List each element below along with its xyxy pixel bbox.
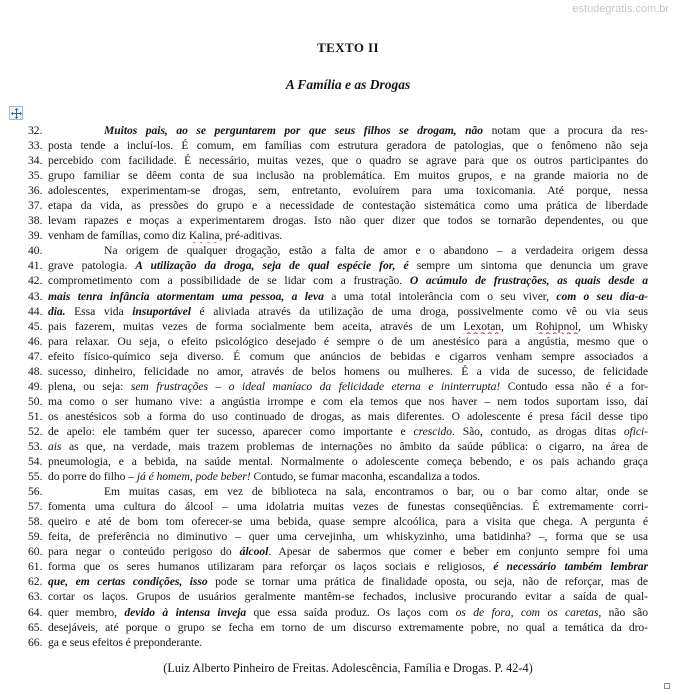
text-segment: adolescentes, experimentam-se drogas, sem, entretanto, evoluírem para uma toxicomania. Até porque, nessa <box>48 184 648 198</box>
text-segment: que essa saída produz. Os laços com <box>246 605 456 619</box>
text-line <box>0 379 673 394</box>
text-segment: feita, de preferência no diminutivo – quer uma cervejinha, um whiskyzinho, uma batidinha? –, forma que se usa <box>48 530 648 544</box>
misspelled-word: Lexotan <box>463 319 502 333</box>
misspelled-word: Kalina <box>188 229 220 243</box>
line-text <box>48 635 648 650</box>
line-number: 57. <box>28 500 43 514</box>
line-text <box>48 514 648 529</box>
text-line <box>0 273 673 288</box>
misspelled-word: drogação <box>235 244 278 258</box>
line-number: 55. <box>28 470 43 484</box>
text-segment: , não são <box>598 605 648 619</box>
line-text <box>48 605 648 620</box>
text-block <box>0 123 673 650</box>
line-number: 43. <box>28 289 43 303</box>
line-text <box>48 499 648 514</box>
text-segment: queiro e até de bom tom oferecer-se uma bebida, quase sempre alcoólica, para a visita que chega. A pergunta é <box>48 515 648 529</box>
line-text <box>48 334 648 349</box>
line-number: 35. <box>28 169 43 183</box>
text-line <box>0 334 673 349</box>
line-text <box>48 484 648 499</box>
move-anchor-icon[interactable] <box>9 106 23 120</box>
line-text <box>48 138 648 153</box>
text-segment: sempre um sintoma que denuncia um grave <box>408 259 648 273</box>
line-text <box>48 304 648 319</box>
line-number: 37. <box>28 199 43 213</box>
line-text <box>48 529 648 544</box>
text-segment: os anestésicos sob a forma do uso continuado de drogas, as mais diferentes. O adolescente é presa fácil desse tipo <box>48 409 648 423</box>
line-number: 38. <box>28 214 43 228</box>
text-line <box>0 168 673 183</box>
text-line <box>0 605 673 620</box>
line-text <box>48 258 648 273</box>
text-segment: pneumologia, e a bebida, na saúde mental. Normalmente o adolescente começa bebendo, e os pais achando graça <box>48 455 648 469</box>
text-segment: Essa vida <box>65 304 133 318</box>
text-line <box>0 123 673 138</box>
line-text <box>48 394 648 409</box>
text-segment: para relaxar. Ou seja, o efeito psicológico desejado é sempre o de um anestésico para a angústia, mesmo que o <box>48 334 648 348</box>
line-number: 61. <box>28 560 43 574</box>
text-segment: as que, na verdade, mais trazem problemas de internações no âmbito da saúde pública: o cigarro, na área de <box>61 439 648 453</box>
text-segment: desejáveis, até porque o grupo se fecha em torno de um discurso extremamente pobre, no qual a temática da dro- <box>48 620 648 634</box>
line-number: 39. <box>28 229 43 243</box>
text-line <box>0 349 673 364</box>
text-segment: que, em certas condições, isso <box>48 575 208 589</box>
four-way-arrow-icon <box>11 108 22 119</box>
line-number: 50. <box>28 394 43 408</box>
text-segment: dia. <box>48 304 66 318</box>
line-number: 48. <box>28 364 43 378</box>
line-text <box>48 454 648 469</box>
text-segment: sem frustrações – o ideal maníaco da felicidade eterna e ininterrupta! <box>130 379 501 393</box>
text-segment: é necessário também lembrar <box>493 560 648 574</box>
line-number: 41. <box>28 259 43 273</box>
text-segment: O acúmulo de frustrações, as quais desde a <box>409 274 648 288</box>
text-segment: Na origem de qualquer <box>104 244 236 258</box>
text-line <box>0 635 673 650</box>
line-number: 58. <box>28 515 43 529</box>
text-line <box>0 258 673 273</box>
text-segment: devido à intensa inveja <box>124 605 247 619</box>
line-text <box>48 123 648 138</box>
text-line <box>0 469 673 484</box>
text-line <box>0 138 673 153</box>
text-segment: pais fazerem, muitas vezes de forma socialmente bem aceita, através de um <box>48 319 464 333</box>
text-segment: , um <box>501 319 536 333</box>
watermark: estudegratis.com.br <box>572 3 669 15</box>
text-segment: grupo familiar se dêem conta de sua inclusão na problemática. Em muitos grupos, e na grande maioria no de <box>48 169 648 183</box>
line-text <box>48 544 648 559</box>
text-line <box>0 454 673 469</box>
text-line <box>0 198 673 213</box>
text-segment: Muitos pais, ao se perguntarem por que seus filhos se drogam, não <box>104 124 484 137</box>
text-segment: crescido <box>413 424 452 438</box>
text-segment: os de fora, com os caretas <box>455 605 599 619</box>
text-segment: cortar os laços. Grupos de usuários geralmente mantêm-se fechados, inclusive procurando evitar a saída de qual- <box>48 590 648 604</box>
line-text <box>48 574 648 589</box>
text-segment: sucesso, dinheiro, felicidade no amor, através de belos homens ou mulheres. É a vida de sucesso, de felicidade <box>48 364 648 378</box>
text-segment: álcool <box>239 545 269 559</box>
text-segment: ais <box>48 439 62 453</box>
text-segment: , pré-aditivas. <box>219 229 283 243</box>
text-segment: levam rapazes e moças a experimentarem drogas. Isto não quer dizer que todos se tornarão dependentes, ou que <box>48 214 648 228</box>
text-line <box>0 243 673 258</box>
text-segment: etapa da vida, as pressões do grupo e a necessidade de contestação sistemática como uma prática de liberdade <box>48 199 648 213</box>
line-number: 36. <box>28 184 43 198</box>
text-line <box>0 559 673 574</box>
text-segment: com o seu dia-a- <box>556 289 648 303</box>
line-number: 44. <box>28 304 43 318</box>
text-line <box>0 364 673 379</box>
text-segment: , um Whisky <box>578 319 648 333</box>
line-number: 51. <box>28 409 43 423</box>
text-segment: A utilização da droga, seja de qual espécie for, é <box>135 259 409 273</box>
line-number: 59. <box>28 530 43 544</box>
line-number: 46. <box>28 334 43 348</box>
line-number: 56. <box>28 485 43 499</box>
line-text <box>48 153 648 168</box>
line-text <box>48 379 648 394</box>
text-segment: venham de famílias, como diz <box>48 229 189 243</box>
line-number: 60. <box>28 545 43 559</box>
text-line <box>0 439 673 454</box>
text-line <box>0 514 673 529</box>
text-line <box>0 499 673 514</box>
text-line <box>0 620 673 635</box>
line-number: 66. <box>28 635 43 649</box>
text-segment: notam que a procura da res- <box>483 124 648 137</box>
line-text <box>48 620 648 635</box>
line-text <box>48 273 648 288</box>
text-line <box>0 213 673 228</box>
line-text <box>48 559 648 574</box>
text-segment: percebido com facilidade. É necessário, muitas vezes, que o quadro se agrave para que os outros participantes do <box>48 154 648 168</box>
line-number: 63. <box>28 590 43 604</box>
line-text <box>48 198 648 213</box>
line-text <box>48 183 648 198</box>
text-segment: é aliviada através da utilização de uma droga, possivelmente como vê ou via seus <box>190 304 649 318</box>
text-segment: fomenta uma cultura do álcool – uma idolatria muitas vezes de funestas conseqüências. É extremamente corri- <box>48 500 648 514</box>
text-line <box>0 228 673 243</box>
text-segment: pode se tornar uma prática de finalidade oposta, ou seja, não de reforçar, mas de <box>207 575 648 589</box>
line-number: 42. <box>28 274 43 288</box>
text-segment: posta tende a incluí-los. É comum, em famílias com estrutura geradora de patologias, que o fenômeno não seja <box>48 139 648 153</box>
text-line <box>0 304 673 319</box>
line-number: 45. <box>28 319 43 333</box>
text-segment: efeito físico-químico seja diverso. É comum que anúncios de bebidas e cigarros venham sempre associados a <box>48 349 648 363</box>
text-segment: . São, contudo, as drogas ditas <box>451 424 624 438</box>
line-text <box>48 364 648 379</box>
text-segment: grave patologia. <box>48 259 136 273</box>
line-number: 53. <box>28 439 43 453</box>
line-text <box>48 243 648 258</box>
text-line <box>0 409 673 424</box>
text-segment: Contudo essa não é a for- <box>500 379 648 393</box>
text-segment: de apelo: ele também quer ter sucesso, aparecer como importante e <box>48 424 414 438</box>
text-segment: forma que os seres humanos utilizaram para reforçar os laços sociais e religiosos, <box>48 560 494 574</box>
resize-handle[interactable] <box>664 683 670 689</box>
line-number: 49. <box>28 379 43 393</box>
line-number: 64. <box>28 605 43 619</box>
text-segment: do porre do filho – <box>48 470 137 484</box>
line-text <box>48 349 648 364</box>
text-segment: já é homem, pode beber! <box>136 470 251 484</box>
line-text <box>48 228 648 243</box>
misspelled-word: Rohipnol <box>535 319 579 333</box>
line-text <box>48 213 648 228</box>
page-subtitle: A Família e as Drogas <box>285 77 411 92</box>
text-line <box>0 424 673 439</box>
text-segment: para negar o conteúdo perigoso do <box>48 545 240 559</box>
text-line <box>0 289 673 304</box>
text-segment: insuportável <box>132 304 191 318</box>
text-segment: ma como o ser humano vive: a angústia irrompe e com ela temos que nos haver – nem todos suportam isso, daí <box>48 394 648 408</box>
line-text <box>48 469 648 484</box>
line-text <box>48 409 648 424</box>
line-text <box>48 319 648 334</box>
line-number: 47. <box>28 349 43 363</box>
text-line <box>0 183 673 198</box>
text-line <box>0 544 673 559</box>
text-line <box>0 394 673 409</box>
text-segment: , estão a falta de amor e o abandono – a verdadeira origem dessa <box>277 244 648 258</box>
text-segment: Em muitas casas, em vez de biblioteca na sala, encontramos o bar, ou o bar como altar, onde se <box>104 485 648 499</box>
line-number: 32. <box>28 124 43 137</box>
line-number: 52. <box>28 424 43 438</box>
line-number: 40. <box>28 244 43 258</box>
line-number: 34. <box>28 154 43 168</box>
line-text <box>48 289 648 304</box>
line-text <box>48 424 648 439</box>
line-text <box>48 439 648 454</box>
text-segment: quer membro, <box>48 605 125 619</box>
citation: (Luiz Alberto Pinheiro de Freitas. Adolescência, Família e Drogas. P. 42-4) <box>163 661 533 675</box>
text-line <box>0 484 673 499</box>
text-line <box>0 153 673 168</box>
text-segment: mais tenra infância atormentam uma pessoa, a leva <box>48 289 324 303</box>
page-title: TEXTO II <box>317 40 379 55</box>
text-segment: a uma total intolerância com o seu viver, <box>323 289 557 303</box>
text-line <box>0 529 673 544</box>
line-number: 54. <box>28 455 43 469</box>
text-segment: . Apesar de sabermos que comer e beber em conjunto sempre foi uma <box>268 545 649 559</box>
text-line <box>0 574 673 589</box>
line-number: 65. <box>28 620 43 634</box>
text-segment: ofici- <box>623 424 648 438</box>
line-number: 33. <box>28 139 43 153</box>
line-text <box>48 589 648 604</box>
text-line <box>0 589 673 604</box>
line-number: 62. <box>28 575 43 589</box>
line-text <box>48 168 648 183</box>
text-segment: Contudo, se fumar maconha, escandaliza a todos. <box>250 470 481 484</box>
text-line <box>0 319 673 334</box>
text-segment: plena, ou seja: <box>48 379 131 393</box>
text-segment: ga e seus efeitos é preponderante. <box>48 635 203 649</box>
text-segment: comprometimento com a possibilidade de se lidar com a frustração. <box>48 274 410 288</box>
